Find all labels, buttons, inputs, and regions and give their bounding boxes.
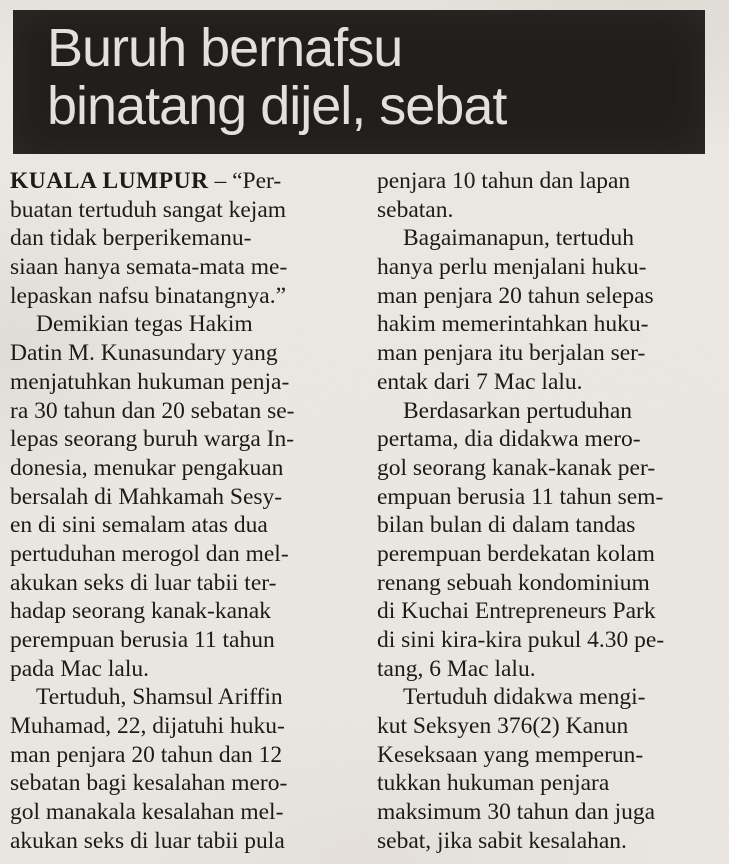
article-line: entak dari 7 Mac lalu.: [377, 368, 583, 395]
article-line: gol manakala kesalahan mel-: [10, 799, 284, 826]
article-line: Tertuduh didakwa mengi-: [403, 684, 646, 711]
article-line: hakim memerintahkan huku-: [377, 311, 649, 338]
article-line: hadap seorang kanak-kanak: [10, 598, 271, 625]
article-line: di Kuchai Entrepreneurs Park: [377, 598, 656, 625]
article-line: Muhamad, 22, dijatuhi huku-: [10, 713, 285, 740]
article-line: sebat, jika sabit kesalahan.: [377, 827, 627, 854]
article-line: renang sebuah kondominium: [377, 569, 650, 596]
article-line: perempuan berusia 11 tahun: [10, 627, 275, 653]
article-line: ra 30 tahun dan 20 sebatan se-: [10, 397, 295, 424]
article-line: dan tidak berperikemanu-: [10, 225, 252, 252]
article-line: empuan berusia 11 tahun sem-: [377, 483, 664, 510]
article-line: kut Seksyen 376(2) Kanun: [377, 713, 629, 740]
headline-banner: [13, 10, 705, 154]
article-line: pertuduhan merogol dan mel-: [10, 540, 289, 567]
article-line: buatan tertuduh sangat kejam: [10, 196, 287, 223]
article-line: hanya perlu menjalani huku-: [377, 254, 647, 281]
article-line: pada Mac lalu.: [10, 655, 149, 682]
article-line: lepas seorang buruh warga In-: [10, 426, 295, 453]
article-line: lepaskan nafsu binatangnya.”: [10, 282, 287, 309]
article-line: sebatan.: [377, 196, 454, 223]
article-line: tang, 6 Mac lalu.: [377, 655, 536, 682]
article-line: tukkan hukuman penjara: [377, 770, 610, 797]
article-line: donesia, menukar pengakuan: [10, 454, 284, 481]
article-line: en di sini semalam atas dua: [10, 512, 268, 539]
article-line: pertama, dia didakwa mero-: [377, 426, 641, 453]
article-line: KUALA LUMPUR – “Per-: [10, 168, 282, 194]
article-line: Tertuduh, Shamsul Ariffin: [36, 684, 283, 711]
article-line: Bagaimanapun, tertuduh: [403, 225, 635, 252]
article-line: man penjara itu berjalan ser-: [377, 340, 646, 367]
headline-line-2: binatang dijel, sebat: [47, 76, 507, 136]
article-line: maksimum 30 tahun dan juga: [377, 799, 656, 826]
article-line: di sini kira-kira pukul 4.30 pe-: [377, 627, 665, 653]
article-column-left: [10, 167, 343, 856]
article-line: akukan seks di luar tabii pula: [10, 827, 285, 854]
article-line: penjara 10 tahun dan lapan: [377, 168, 631, 194]
article-line: Berdasarkan pertuduhan: [403, 397, 633, 424]
article-line: man penjara 20 tahun selepas: [377, 282, 654, 309]
article-line: akukan seks di luar tabii ter-: [10, 569, 277, 596]
article-line: Datin M. Kunasundary yang: [10, 340, 278, 367]
article-line: bersalah di Mahkamah Sesy-: [10, 483, 283, 510]
article-line: Keseksaan yang memperun-: [377, 741, 644, 768]
article-line: Demikian tegas Hakim: [36, 311, 253, 338]
article-line: sebatan bagi kesalahan mero-: [10, 770, 288, 797]
headline-line-1: Buruh bernafsu: [47, 18, 403, 78]
article-line: gol seorang kanak-kanak per-: [377, 454, 656, 481]
article-line: man penjara 20 tahun dan 12: [10, 741, 283, 768]
article-line: menjatuhkan hukuman penja-: [10, 368, 290, 395]
article-line: perempuan berdekatan kolam: [377, 540, 655, 567]
article-line: bilan bulan di dalam tandas: [377, 512, 636, 539]
article-column-right: [377, 167, 710, 856]
article-line: siaan hanya semata-mata me-: [10, 254, 288, 281]
